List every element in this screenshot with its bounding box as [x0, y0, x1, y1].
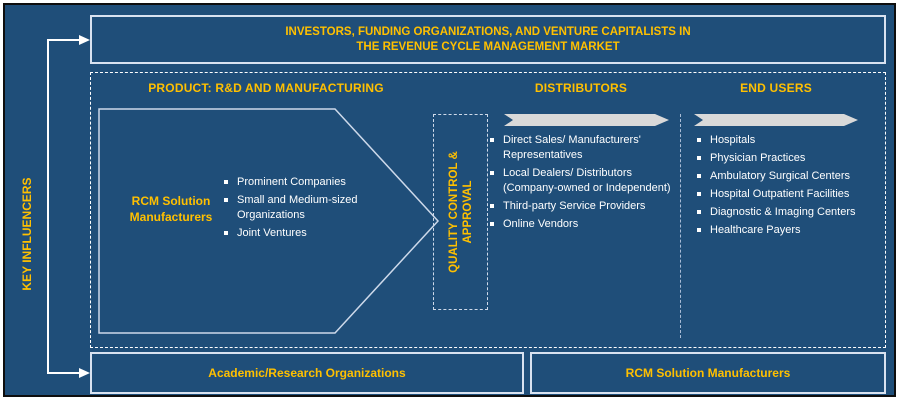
list-item: Online Vendors — [489, 217, 675, 232]
manufacturer-types-list — [223, 175, 403, 244]
distributors-section-header: DISTRIBUTORS — [534, 81, 628, 95]
distributors-flow-arrow-icon — [504, 114, 669, 126]
influencer-connector-line — [47, 40, 49, 374]
end-users-section-header: END USERS — [740, 81, 812, 95]
rcm-manufacturers-box: RCM Solution Manufacturers — [530, 352, 886, 394]
list-item: Ambulatory Surgical Centers — [696, 169, 881, 184]
list-item: Joint Ventures — [223, 226, 403, 241]
quality-control-label — [447, 132, 475, 292]
list-item: Prominent Companies — [223, 175, 403, 190]
list-item: Hospital Outpatient Facilities — [696, 187, 881, 202]
list-item: Physician Practices — [696, 151, 881, 166]
academic-research-box: Academic/Research Organizations — [90, 352, 524, 394]
list-item: Direct Sales/ Manufacturers' Representatives — [489, 133, 675, 163]
column-divider — [680, 114, 681, 338]
banner-line-1: INVESTORS, FUNDING ORGANIZATIONS, AND VENTURE CAPITALISTS IN — [285, 25, 691, 38]
top-connector-line — [47, 39, 80, 41]
list-item: Healthcare Payers — [696, 223, 881, 238]
distributors-list — [489, 133, 675, 235]
quality-control-box — [433, 114, 488, 310]
list-item: Third-party Service Providers — [489, 199, 675, 214]
diagram-frame — [3, 3, 896, 397]
quality-control-line-1: QUALITY CONTROL & — [447, 151, 460, 273]
top-arrowhead-icon — [79, 35, 90, 45]
value-chain-box — [90, 72, 886, 348]
manufacturers-arrow-label: RCM Solution Manufacturers — [129, 194, 213, 224]
end-users-list — [696, 133, 881, 241]
key-influencers-label: KEY INFLUENCERS — [20, 177, 34, 291]
list-item: Small and Medium-sized Organizations — [223, 193, 403, 223]
list-item: Diagnostic & Imaging Centers — [696, 205, 881, 220]
banner-line-2: THE REVENUE CYCLE MANAGEMENT MARKET — [356, 40, 620, 53]
list-item: Hospitals — [696, 133, 881, 148]
quality-control-line-2: APPROVAL — [461, 180, 474, 244]
bottom-arrowhead-icon — [79, 368, 90, 378]
product-section-header: PRODUCT: R&D AND MANUFACTURING — [148, 81, 384, 95]
end-users-flow-arrow-icon — [694, 114, 858, 126]
bottom-connector-line — [47, 372, 80, 374]
investors-banner — [90, 15, 886, 64]
list-item: Local Dealers/ Distributors (Company-owned or Independent) — [489, 166, 675, 196]
